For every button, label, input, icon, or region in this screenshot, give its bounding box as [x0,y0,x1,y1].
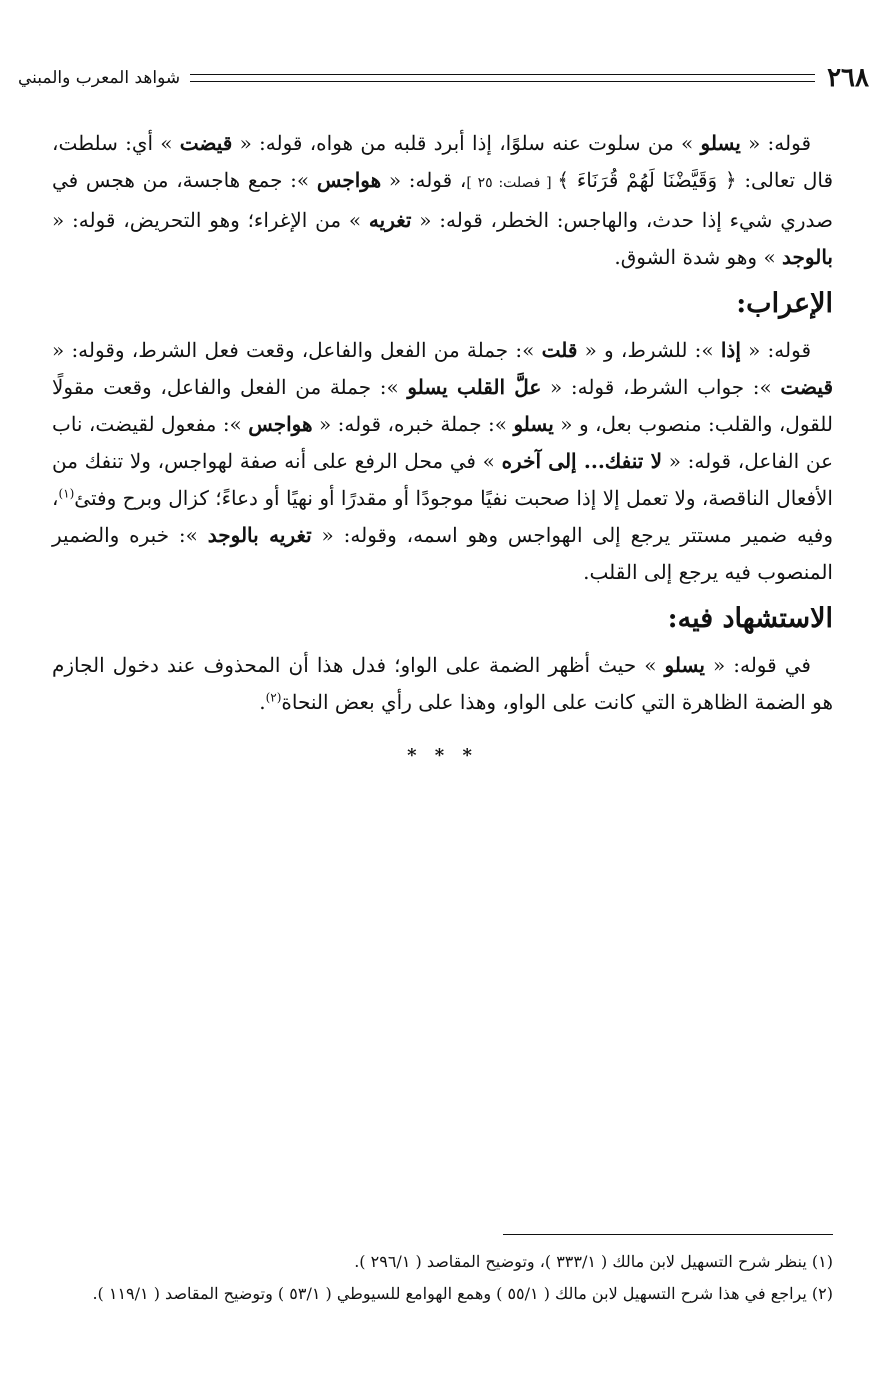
text-run: ، قوله: « [381,168,467,192]
text-run: » في محل الرفع على أنه صفة لهواجس، ولا تنفك من الأفعال الناقصة، ولا تعمل إلا إذا صحبت نفيًا موجودًا أو مقدرًا أو نهيًا أو دعاءً؛ كزال وبرح وفتئ [52,449,833,510]
irab-paragraph [52,332,833,591]
text-run: »: جملة من الفعل والفاعل، وقعت مقولًا للقول، والقلب: منصوب بعل، و « [52,375,833,436]
text-run: » من سلوت عنه سلوًا، إذا أبرد قلبه من هواه، قوله: « [232,131,701,155]
text-run: »: جملة خبره، قوله: « [312,412,514,436]
footnote-1: (١) ينظر شرح التسهيل لابن مالك ( ٣٣٣/١ )، وتوضيح المقاصد ( ٢٩٦/١ ). [354,1252,833,1271]
term-la-tanfakku: لا تنفك... إلى آخره [501,449,663,473]
term-yaslu: يسلو [700,131,741,155]
running-title: شواهد المعرب والمبني [18,68,181,88]
text-run: »: جمع هاجسة، من هجس في صدري شيء إذا حدث، والهاجس: الخطر، قوله: « [52,168,834,232]
text-run: ، وفيه ضمير مستتر يرجع إلى الهواجس وهو اسمه، وقوله: « [52,486,834,547]
header-rule [190,74,815,82]
text-run: . [259,690,266,714]
text-run: قوله: « [740,338,812,362]
footnote-marker-1: (١) [58,486,75,501]
text-run: » حيث أظهر الضمة على الواو؛ فدل هذا أن المحذوف عند دخول الجازم هو الضمة الظاهرة التي كانت على الواو، وهذا على رأي بعض النحاة [52,653,833,714]
term-yaslu: يسلو [513,412,554,436]
page-content [52,125,833,766]
text-run: قوله: « [740,131,812,155]
term-bilwajd: بالوجد [782,245,833,269]
text-run: » من الإغراء؛ وهو التحريض، قوله: « [52,208,369,232]
text-run: في قوله: « [704,653,811,677]
irab-heading: الإعراب: [736,288,833,319]
text-run: » أي: سلطت، قال تعالى: [52,131,834,192]
text-run: »: جواب الشرط، قوله: « [541,375,781,399]
term-tughrihi: تغريه [368,208,412,232]
text-run: » وهو شدة الشوق. [614,245,783,269]
term-quyyidat: قيضت [179,131,233,155]
quran-verse: ﴿ وَقَيَّضْنَا لَهُمْ قُرَنَاءَ ﴾ [557,168,737,192]
text-run: »: خبره والضمير المنصوب فيه يرجع إلى القلب. [52,523,833,584]
text-run: »: للشرط، و « [577,338,721,362]
section-separator: * * * [407,745,478,766]
istishhad-paragraph [52,647,833,721]
vocabulary-paragraph [52,125,833,276]
footnote-rule [503,1234,833,1235]
term-idha: إذا [720,338,741,362]
term-quyyidat: قيضت [780,375,833,399]
text-run: »: جملة من الفعل والفاعل، وقعت فعل الشرط، وقوله: « [52,338,542,362]
term-yaslu: يسلو [664,653,705,677]
page-number: ٢٦٨ [827,63,869,93]
term-hawajis: هواجس [248,412,313,436]
footnote-marker-2: (٢) [265,690,282,705]
footnote-2: (٢) يراجع في هذا شرح التسهيل لابن مالك ( ٥٥/١ ) وهمع الهوامع للسيوطي ( ٥٣/١ ) وتوضيح المقاصد ( ١١٩/١ ). [92,1284,833,1303]
text-run: »: مفعول لقيضت، ناب عن الفاعل، قوله: « [52,412,834,473]
page-header [18,58,869,98]
term-qultu: قلت [541,338,578,362]
quran-reference: [ فصلت: ٢٥ ] [466,175,558,191]
footnotes [52,1246,833,1310]
term-tughrihi-bilwajd: تغريه بالوجد [207,523,312,547]
term-alla-alqalb-yaslu: علَّ القلب يسلو [407,375,542,399]
istishhad-heading: الاستشهاد فيه: [667,603,833,634]
term-hawajis: هواجس [316,168,382,192]
